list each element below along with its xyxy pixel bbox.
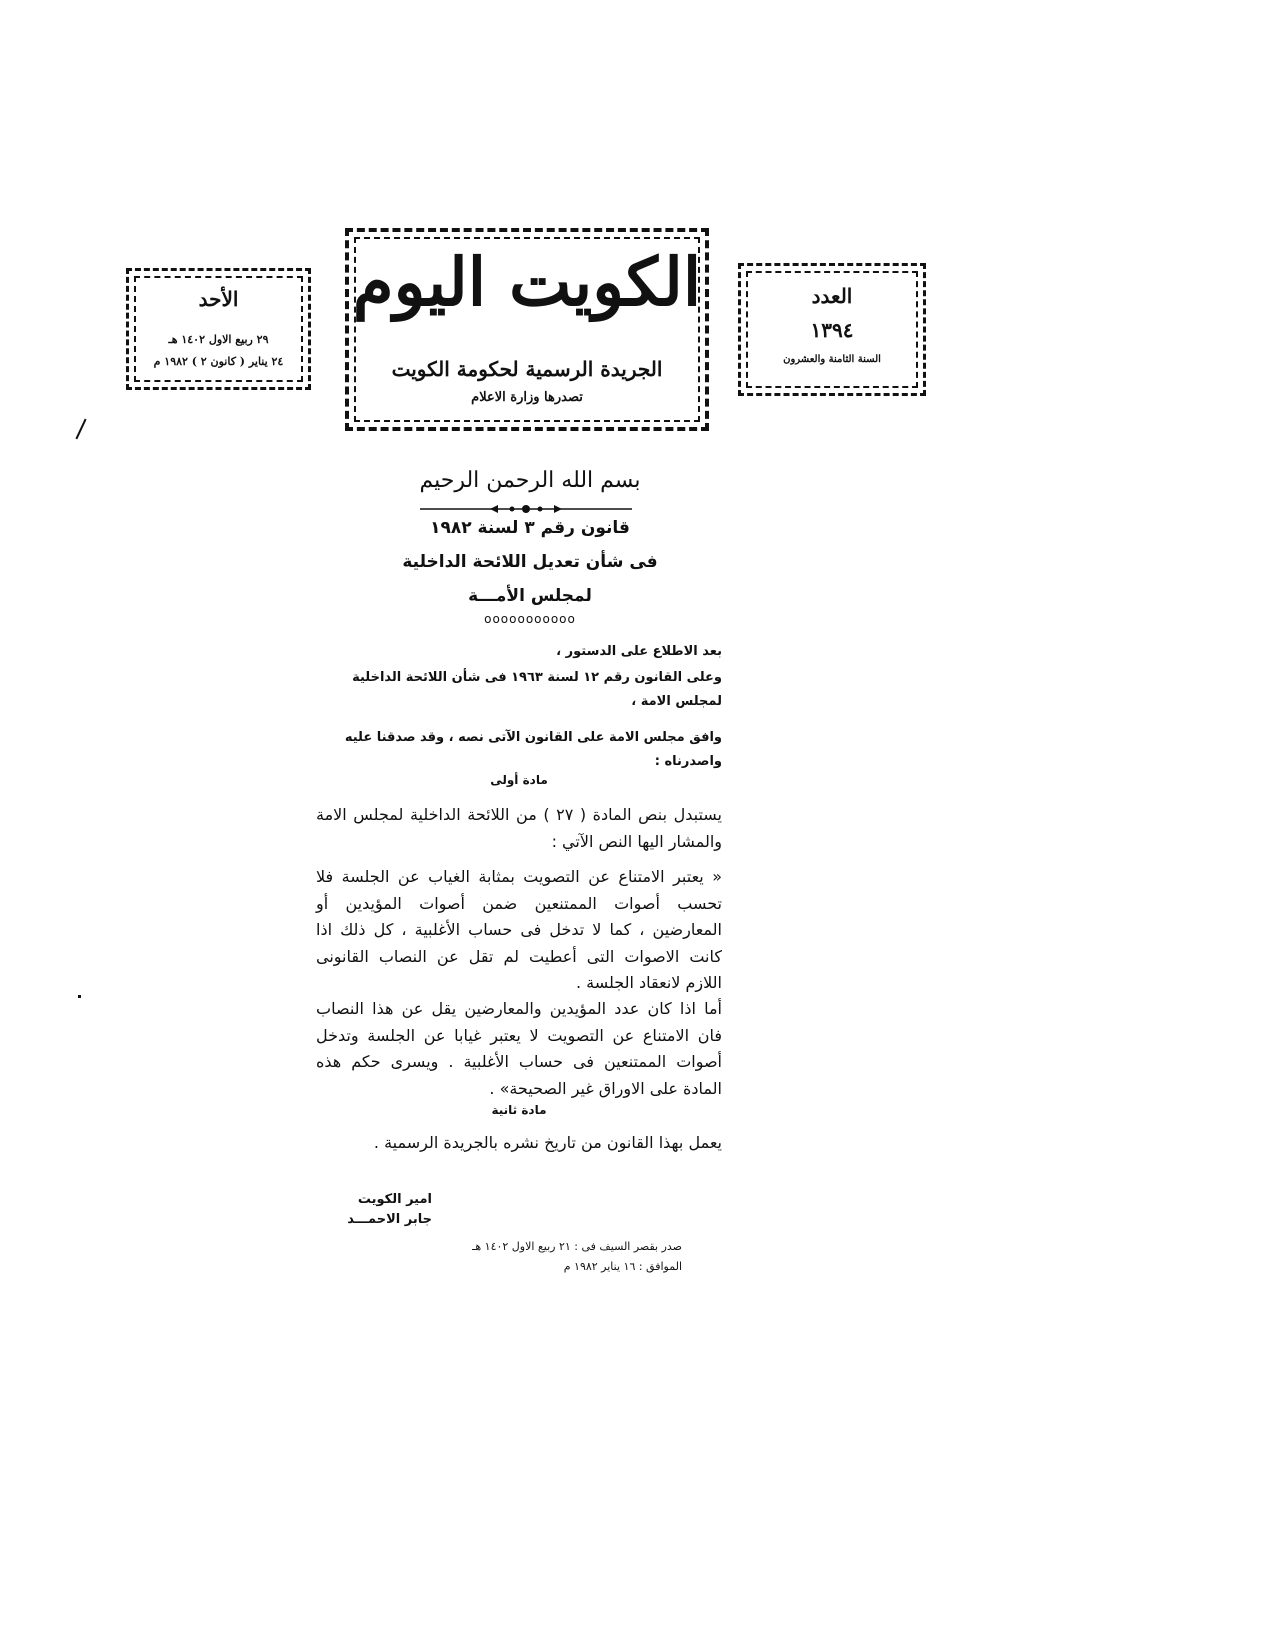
issued-gregorian-date: الموافق : ١٦ يناير ١٩٨٢ م (563, 1260, 682, 1273)
date-gregorian: ٢٤ يناير ( كانون ٢ ) ١٩٨٢ م (153, 355, 284, 368)
preamble-approval: وافق مجلس الامة على القانون الآتى نصه ، وقد صدقنا عليه واصدرناه : (344, 730, 722, 769)
ornament-divider (420, 502, 632, 516)
article-1-intro: يستبدل بنص المادة ( ٢٧ ) من اللائحة الداخلية لمجلس الامة والمشار اليها النص الآتي : (316, 805, 723, 851)
law-subject-continued: لمجلس الأمـــة (468, 586, 592, 606)
article-1-paragraph-2: أما اذا كان عدد المؤيدين والمعارضين يقل عن هذا النصاب فان الامتناع عن التصويت لا يعتبر غيابا عن الجلسة وتدخل أصوات الممتنعين فى حساب الأغلبية . ويسرى حكم هذه المادة على الاوراق غير الصحيحة» . (316, 999, 722, 1098)
date-day: الأحد (198, 287, 239, 311)
basmala: بسم الله الرحمن الرحيم (419, 468, 641, 493)
issue-number: ١٣٩٤ (810, 318, 854, 342)
date-hijri: ٢٩ ربيع الاول ١٤٠٢ هـ (168, 333, 269, 346)
date-box (126, 268, 311, 390)
article-1-paragraph-1: « يعتبر الامتناع عن التصويت بمثابة الغياب عن الجلسة فلا تحسب أصوات الممتنعين ضمن أصوات المؤيدين أو المعارضين ، كما لا تدخل فى حساب الأغلبية ، كل ذلك اذا كانت الاصوات التى أعطيت لم تقل عن النصاب القانونى اللازم لانعقاد الجلسة . (316, 867, 722, 992)
article-2-text: يعمل بهذا القانون من تاريخ نشره بالجريدة الرسمية . (373, 1133, 722, 1152)
law-title: قانون رقم ٣ لسنة ١٩٨٢ (430, 518, 630, 538)
separator: ooooooooooo (484, 612, 576, 626)
scan-mark (75, 419, 86, 440)
issued-place-date: صدر بقصر السيف فى : ٢١ ربيع الاول ١٤٠٢ هـ (472, 1240, 682, 1253)
preamble-constitution: بعد الاطلاع على الدستور ، (556, 644, 722, 659)
scan-mark (78, 995, 81, 998)
issue-label: العدد (811, 284, 853, 308)
signatory-name: جابر الاحمـــد (347, 1212, 432, 1227)
masthead-logo: الكويت اليوم (352, 243, 702, 321)
masthead (345, 228, 709, 431)
masthead-subtitle: الجريدة الرسمية لحكومة الكويت (391, 357, 663, 381)
preamble-law: وعلى القانون رقم ١٢ لسنة ١٩٦٣ فى شأن اللائحة الداخلية لمجلس الامة ، (352, 670, 722, 709)
law-subject: فى شأن تعديل اللائحة الداخلية (402, 552, 658, 572)
signatory-title: امير الكويت (357, 1192, 432, 1207)
article-2-heading: مادة ثانية (491, 1103, 547, 1117)
article-1-heading: مادة أولى (490, 773, 548, 787)
issue-box (738, 263, 926, 396)
issue-year: السنة الثامنة والعشرون (783, 354, 881, 365)
masthead-publisher: تصدرها وزارة الاعلام (471, 390, 583, 405)
